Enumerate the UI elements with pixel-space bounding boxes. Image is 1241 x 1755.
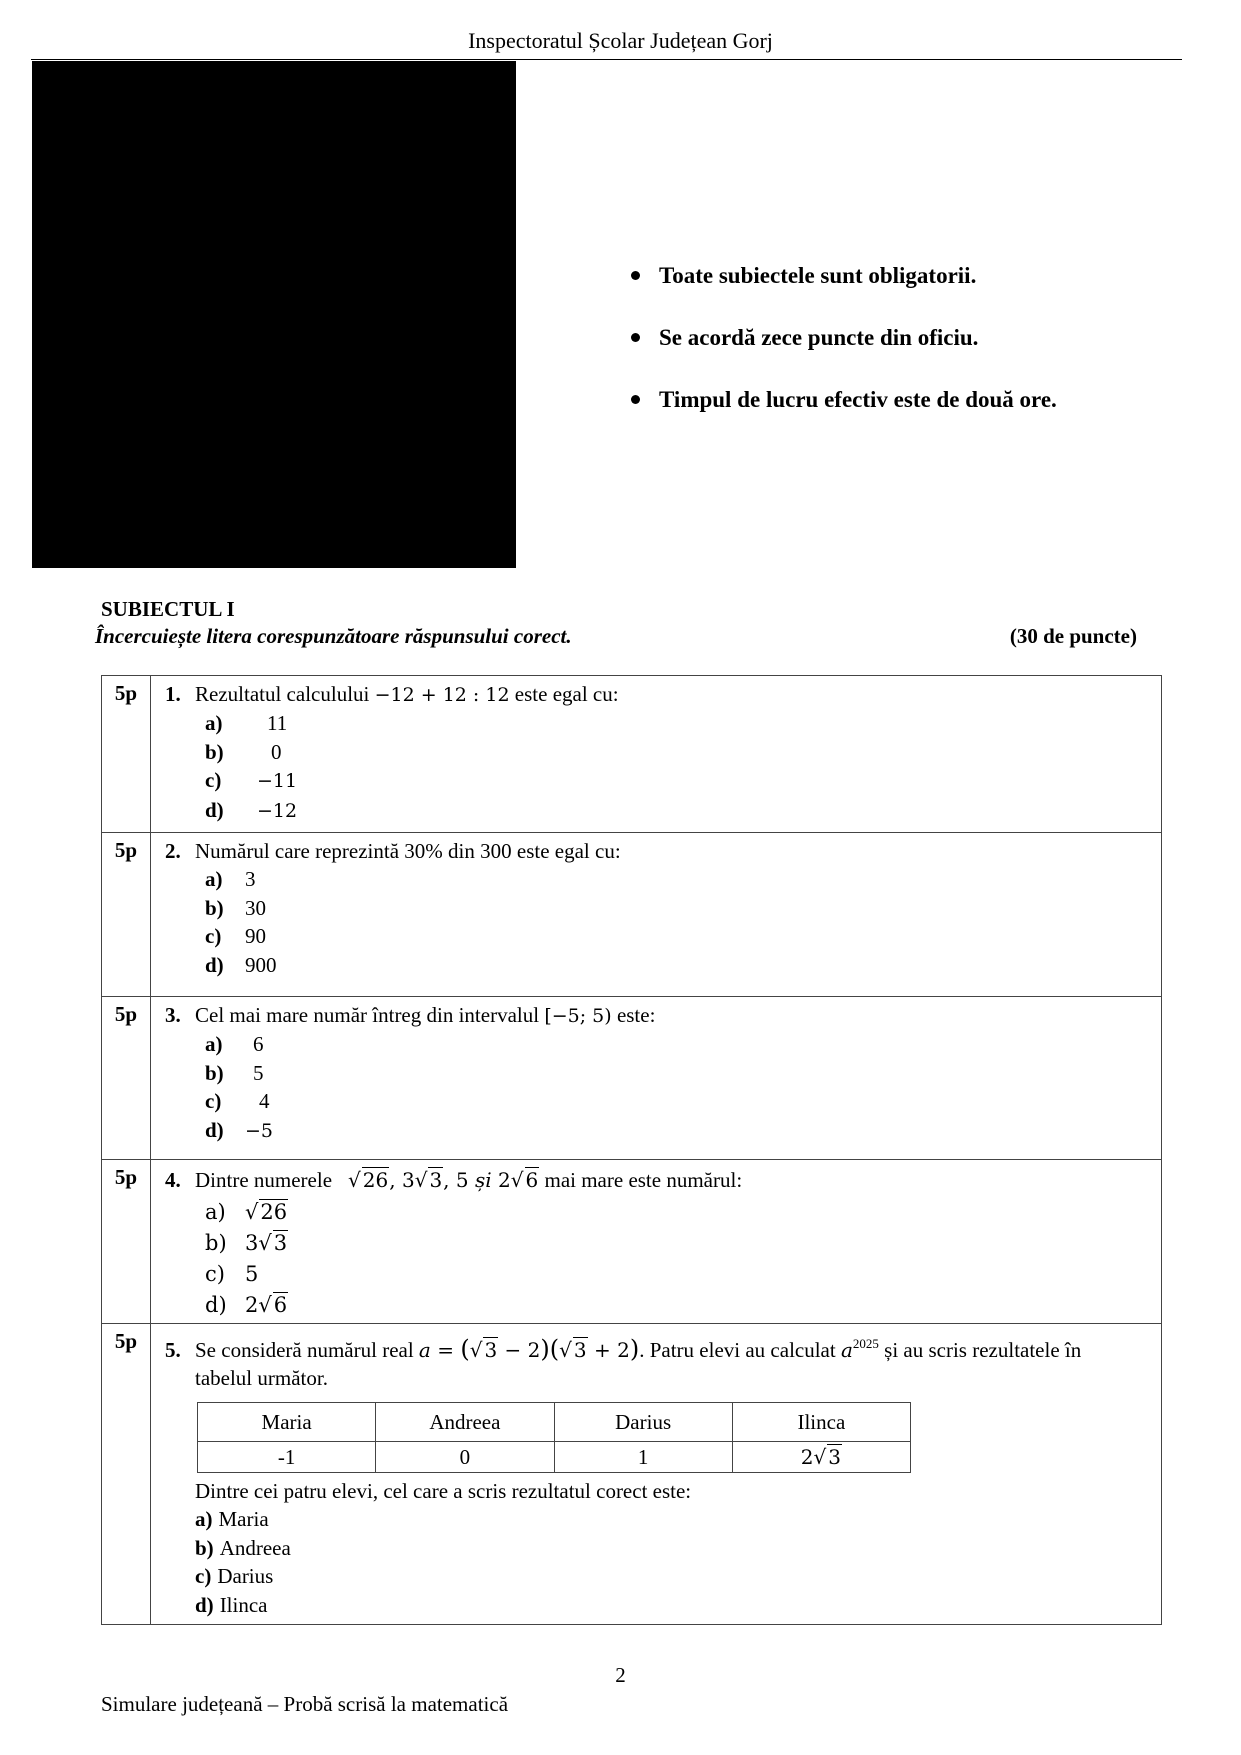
students-results-table <box>197 1402 911 1473</box>
term: + 2 <box>587 1338 630 1362</box>
subject-points: (30 de puncte) <box>1009 624 1137 648</box>
sqrt-expression: √ 3 <box>469 1338 498 1362</box>
coefficient: 2 <box>800 1444 814 1469</box>
exam-rules-list <box>630 262 1057 448</box>
paren: ( <box>460 1335 470 1363</box>
option-value: 4 <box>259 1089 270 1113</box>
table-cell: -1 <box>198 1442 376 1473</box>
question-text-part: Rezultatul calculului <box>195 682 375 706</box>
answer-options <box>205 865 1161 979</box>
separator: , <box>443 1168 456 1192</box>
sqrt-expression: √6 <box>258 1293 288 1317</box>
option-value: 0 <box>271 739 282 764</box>
option-label: c) <box>205 1089 222 1113</box>
option-label: c) <box>205 924 222 948</box>
question-text <box>195 1166 1161 1194</box>
option-label: b) <box>205 739 224 764</box>
option-label: a) <box>205 1032 223 1056</box>
coefficient: 3 <box>401 1168 415 1192</box>
table-cell <box>732 1442 910 1473</box>
power-exponent: 2025 <box>852 1336 879 1351</box>
answer-options <box>205 1030 1161 1145</box>
question-points: 5p <box>102 997 151 1160</box>
subject-title: SUBIECTUL I <box>101 597 235 621</box>
radicand: 3 <box>828 1444 841 1469</box>
question-text <box>195 680 1161 709</box>
option-label: d) <box>205 952 224 977</box>
option-label: d) <box>205 1293 227 1317</box>
math-numbers-list <box>348 1168 539 1192</box>
answer-option-a[interactable] <box>205 1030 1161 1059</box>
question-text-part: Se consideră numărul real <box>195 1338 419 1362</box>
header-divider <box>31 59 1182 60</box>
answer-option-d[interactable] <box>195 1591 1161 1620</box>
option-label: c) <box>195 1564 212 1588</box>
paren: ) <box>629 1335 640 1363</box>
table-cell: Maria <box>198 1403 376 1442</box>
option-value: Maria <box>218 1507 269 1531</box>
question-text-part: . Patru elevi au calculat <box>639 1338 841 1362</box>
table-cell: 1 <box>554 1442 732 1473</box>
option-value: 30 <box>245 895 266 920</box>
option-label: a) <box>205 867 223 891</box>
sqrt-expression: √ 3 <box>414 1168 443 1192</box>
option-value: 11 <box>267 711 288 735</box>
questions-table <box>101 675 1162 1625</box>
rule-item: Se acordă zece puncte din oficiu. <box>630 324 1057 352</box>
answer-options <box>195 1505 1161 1619</box>
redacted-block <box>32 61 516 568</box>
question-text-part: este egal cu: <box>509 682 619 706</box>
math-expression: −12 + 12 : 12 <box>374 684 510 706</box>
answer-option-a[interactable] <box>205 709 1161 738</box>
option-value: Andreea <box>219 1535 291 1560</box>
option-label: d) <box>195 1592 214 1617</box>
radicand: 6 <box>273 1293 288 1317</box>
answer-option-a[interactable] <box>205 865 1161 894</box>
question-cell <box>151 1324 1162 1625</box>
question-number: 3. <box>165 1003 181 1027</box>
sqrt-expression: √ 3 <box>813 1444 841 1469</box>
table-cell: Darius <box>554 1403 732 1442</box>
option-label: c) <box>205 768 222 792</box>
answer-option-d[interactable] <box>205 1290 1161 1321</box>
answer-options <box>205 709 1161 825</box>
answer-option-c[interactable] <box>205 1259 1161 1290</box>
radicand: 3 <box>273 1231 288 1255</box>
question-points: 5p <box>102 676 151 833</box>
question-cell <box>151 1160 1162 1324</box>
question-body <box>195 1402 1161 1619</box>
answer-option-d[interactable] <box>205 796 1161 826</box>
sqrt-expression: √ 3 <box>559 1338 587 1362</box>
option-value: 90 <box>245 924 266 948</box>
question-text-part: Cel mai mare număr întreg din intervalul <box>195 1003 545 1027</box>
answer-option-b[interactable] <box>205 1228 1161 1259</box>
answer-option-c[interactable] <box>205 766 1161 796</box>
table-cell: Andreea <box>376 1403 554 1442</box>
subject-instruction: Încercuiește litera corespunzătoare răspunsului corect. <box>95 624 572 648</box>
term: − 2 <box>498 1338 541 1362</box>
option-value: Ilinca <box>219 1592 268 1617</box>
rule-item: Timpul de lucru efectiv este de două ore. <box>630 386 1057 414</box>
question-cell <box>151 833 1162 997</box>
coefficient: 3 <box>245 1231 259 1255</box>
question-row-1 <box>102 676 1162 833</box>
coefficient: 2 <box>498 1168 511 1192</box>
footer-text: Simulare județeană – Probă scrisă la matematică <box>101 1692 509 1716</box>
page-number: 2 <box>615 1663 626 1687</box>
question-text: Numărul care reprezintă 30% din 300 este egal cu: <box>195 839 621 863</box>
question-row-5 <box>102 1324 1162 1625</box>
students-results-row <box>198 1442 911 1473</box>
answer-option-b[interactable] <box>205 738 1161 767</box>
option-label: d) <box>205 1117 224 1142</box>
radicand: 26 <box>362 1168 389 1192</box>
coefficient: 2 <box>245 1293 259 1317</box>
sqrt-expression: √3 <box>258 1231 288 1255</box>
radicand: 3 <box>429 1168 443 1192</box>
answer-option-c[interactable] <box>205 1087 1161 1116</box>
question-number: 2. <box>165 839 181 863</box>
math-expression <box>418 1335 640 1363</box>
number: 5 <box>455 1168 469 1192</box>
rule-item: Toate subiectele sunt obligatorii. <box>630 262 1057 290</box>
question-text-part: este: <box>611 1003 656 1027</box>
paren: ( <box>549 1335 560 1363</box>
option-value: 900 <box>245 952 277 977</box>
sqrt-expression: √26 <box>245 1200 288 1224</box>
question-number: 5. <box>165 1338 181 1362</box>
sqrt-expression: √ 6 <box>510 1168 539 1192</box>
question-number: 1. <box>165 682 181 706</box>
answer-option-a[interactable] <box>205 1197 1161 1228</box>
table-cell: Ilinca <box>732 1403 910 1442</box>
radicand: 26 <box>260 1200 288 1224</box>
math-expression <box>801 1445 842 1469</box>
option-value: 3 <box>245 867 256 891</box>
option-value: 5 <box>253 1060 264 1085</box>
question-number: 4. <box>165 1168 181 1192</box>
question-row-3 <box>102 997 1162 1160</box>
question-points: 5p <box>102 1324 151 1625</box>
page-header-title: Inspectoratul Școlar Județean Gorj <box>468 28 773 53</box>
paren: ) <box>540 1335 550 1363</box>
question-cell <box>151 676 1162 833</box>
option-label: b) <box>195 1535 214 1560</box>
option-value: Darius <box>217 1564 274 1588</box>
power-base: a <box>840 1338 853 1362</box>
question-text-part: mai mare este numărul: <box>539 1168 743 1192</box>
answer-option-b[interactable] <box>205 1059 1161 1088</box>
answer-option-c[interactable] <box>205 922 1161 951</box>
question-cell <box>151 997 1162 1160</box>
option-label: a) <box>205 711 223 735</box>
sqrt-expression: √ 26 <box>348 1168 389 1192</box>
option-label: d) <box>205 797 224 822</box>
radicand: 3 <box>484 1338 498 1362</box>
option-label: b) <box>205 1060 224 1085</box>
question-points: 5p <box>102 1160 151 1324</box>
variable: a <box>418 1338 431 1362</box>
question-row-2 <box>102 833 1162 997</box>
option-value: 5 <box>245 1262 259 1286</box>
separator: , <box>389 1168 402 1192</box>
option-value: −11 <box>257 770 298 792</box>
answer-option-b[interactable] <box>195 1534 1161 1563</box>
option-value: 6 <box>253 1032 264 1056</box>
table-cell: 0 <box>376 1442 554 1473</box>
answer-options <box>205 1197 1161 1321</box>
equals-sign: = <box>430 1338 461 1362</box>
option-label: b) <box>205 1231 227 1255</box>
option-label: c) <box>205 1262 225 1286</box>
option-label: a) <box>195 1507 213 1531</box>
question-text-part: și au scris rezultatele în tabelul următor. <box>195 1338 1082 1390</box>
radicand: 6 <box>525 1168 539 1192</box>
answer-option-d[interactable] <box>205 1116 1161 1146</box>
question-row-4 <box>102 1160 1162 1324</box>
question-points: 5p <box>102 833 151 997</box>
option-value: −5 <box>245 1119 274 1142</box>
conjunction: și <box>474 1168 492 1192</box>
answer-option-c[interactable] <box>195 1562 1161 1591</box>
answer-option-a[interactable] <box>195 1505 1161 1534</box>
question-subtext: Dintre cei patru elevi, cel care a scris rezultatul corect este: <box>195 1479 692 1503</box>
option-label: a) <box>205 1200 226 1224</box>
option-label: b) <box>205 895 224 920</box>
question-text <box>195 1330 1161 1392</box>
answer-option-d[interactable] <box>205 951 1161 980</box>
math-interval: [−5; 5) <box>544 1005 612 1027</box>
answer-option-b[interactable] <box>205 894 1161 923</box>
question-text <box>195 1001 1161 1030</box>
students-names-row <box>198 1403 911 1442</box>
option-value: −12 <box>257 799 298 822</box>
question-text-part: Dintre numerele <box>195 1168 333 1192</box>
radicand: 3 <box>573 1338 587 1362</box>
